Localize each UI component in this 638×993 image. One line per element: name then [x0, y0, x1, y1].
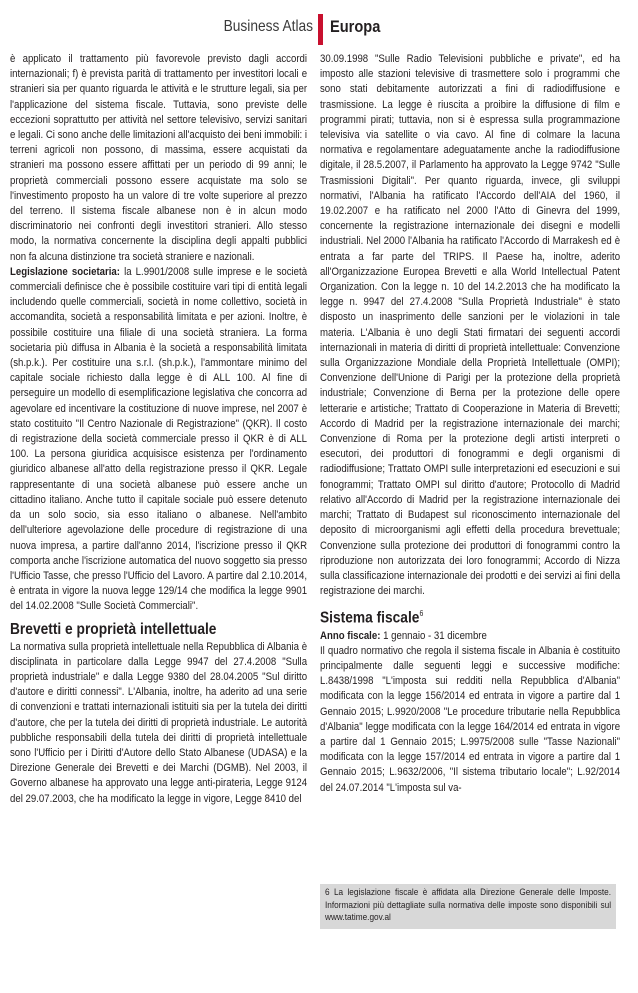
lead-legislazione-societaria: Legislazione societaria: [10, 265, 120, 278]
header-accent-bar [318, 14, 323, 45]
footnote-text: 6 La legislazione fiscale è affidata alla Direzione Generale delle Imposte. Informazioni più dettagliate sulla normativa delle imposte sono disponibili sul www.tatime.gov.al [325, 887, 612, 924]
paragraph-sistema-fiscale: Il quadro normativo che regola il sistema fiscale in Albania è costituito principalmente dalle seguenti leggi e successive modifiche: L.8438/1998 "L'imposta sui redditi nella Repubblica d'Albania" modificata con la legge 156/2014 ed entrata in vigore a partire dal 1 Gennaio 2015; L.9920/2008 "Le procedure tributarie nella Repubblica d'Albania" legge modificata con la legge 164/2014 ed entrata in vigore a partire dal 1 Gennaio 2015; L.9975/2008 sulle "Tasse Nazionali" modificata con la legge 157/2014 ed entrata in vigore a partire dal 1 Gennaio 2015; L.9632/2006, "Il sistema tributario locale"; L.92/2014 del 24.07.2014 "L'imposta sul va- [320, 644, 621, 794]
publication-title: Business Atlas [223, 18, 313, 35]
left-column [10, 52, 307, 807]
footnote-ref: 6 [419, 609, 424, 619]
section-title: Europa [330, 17, 381, 36]
lead-anno-fiscale: Anno fiscale: [320, 629, 381, 642]
heading-brevetti: Brevetti e proprietà intellettuale [10, 620, 217, 638]
paragraph-brevetti: La normativa sulla proprietà intellettuale nella Repubblica di Albania è disciplinata in particolare dalla Legge 9947 del 27.4.2008 "Sulla proprietà industriale" e dalla Legge 9380 del 28.04.2005 "Sul diritto d'autore e diritti connessi". L'Albania, inoltre, ha aderito ad una serie di convenzioni e trattati internazionali istituiti sia per la tutela dei diritti d'autore, che per la tutela dei diritti di proprietà industriale. Le autorità pubbliche responsabili della tutela dei diritti di proprietà intellettuale sono l'Ufficio per i Diritti d'Autore dello Stato Albanese (UDASA) e la Direzione Generale dei Brevetti e dei Marchi (DGMB). Nel 2003, il Governo albanese ha approvato una legge anti-pirateria, Legge 9124 del 29.07.2003, che ha modificato la legge in vigore, Legge 8410 del [10, 640, 308, 805]
page-header [0, 14, 638, 44]
paragraph-investimenti: è applicato il trattamento più favorevole previsto dagli accordi internazionali; f) è prevista parità di trattamento per investitori locali e stranieri sia per quanto riguarda le attività e le strutture legali, sia per l'applicazione del sistema fiscale. Tuttavia, sono previste delle eccezioni soprattutto per attività nel settore televisivo, servizi sanitari e legali. Ci sono anche delle limitazioni all'acquisto dei beni immobili: i terreni agricoli non possono, di massima, essere acquistati da stranieri ma possono essere affittati per un periodo di 99 anni; le proprietà commerciali possono essere acquistate ma solo se l'investimento proposto ha un valore di tre volte superiore al prezzo del terreno. Il sistema fiscale albanese non è in alcun modo discriminatorio nei confronti degli investitori stranieri. Allo stesso modo, la normativa concernente la disciplina degli appalti pubblici non fa alcuna distinzione tra società straniere e nazionali. [10, 53, 308, 263]
text-anno-fiscale: 1 gennaio - 31 dicembre [380, 629, 487, 642]
paragraph-brevetti-cont: 30.09.1998 "Sulle Radio Televisioni pubbliche e private", ed ha imposto alle stazioni televisive di trasmettere solo i programmi che sono stati debitamente autorizzati a fini di radiodiffusione e trasmissione. La legge è riuscita a proibire la diffusione di film e programmi pirati; tuttavia, non si è espressa sulla programmazione televisiva via satellite o via cavo. Al fine di colmare la lacuna normativa e regolamentare adeguatamente anche la radiodiffusione digitale, il 28.5.2007, il Parlamento ha approvato la Legge 9742 "Sulle Trasmissioni Digitali". Per quanto riguarda, invece, gli sviluppi normativi, l'Albania ha ratificato l'Accordo dell'AIA del 1960, il 19.02.2007 e ha ratificato nel 2000 l'Atto di Ginevra del 1999, concernente la registrazione internazionale dei disegni e modelli industriali. Nel 2000 l'Albania ha ratificato l'Accordo di Marrakesh ed è entrata a far parte del TRIPS. Il Paese ha, inoltre, aderito all'Organizzazione Europea Brevetti e alla World Intellectual Patent Organization. Con la legge n. 10 del 14.2.2013 che ha modificato la legge n. 9947 del 27.4.2008 "Sulla Proprietà Industriale" è stato disposto un inasprimento delle sanzioni per le violazioni in tale materia. L'Albania è uno degli Stati firmatari dei seguenti accordi internazionali in materia di diritti di proprietà intellettuale: Convenzione sulla Organizzazione Mondiale della Proprietà Intellettuale (OMPI); Convenzione dell'Unione di Parigi per la protezione della proprietà industriale; Convenzione di Berna per la protezione delle opere letterarie e artistiche; Trattato di Cooperazione in Materia di Brevetti; Accordo di Madrid per la registrazione internazionale dei marchi; Convenzione di Roma per la protezione degli artisti interpreti o esecutori, dei produttori di fonogrammi e degli organismi di radiodiffusione; Trattato OMPI sulle interpretazioni ed esecuzioni e sui fonogrammi; Trattato OMPI sul diritto d'autore; Protocollo di Madrid relativo all'Accordo di Madrid per la registrazione internazionale dei marchi; Trattato di Budapest sul riconoscimento internazionale del deposito di microorganismi agli effetti della procedura brevettuale; Convenzione sulla protezione dei produttori di fonogrammi contro la riproduzione non autorizzata dei loro fonogrammi; Accordo di Nizza sulla classificazione internazionale dei prodotti e dei servizi ai fini della registrazione dei marchi. [320, 53, 621, 598]
right-column [320, 52, 620, 796]
paragraph-anno-fiscale [320, 629, 620, 644]
footnote-box [320, 884, 616, 929]
paragraph-legislazione-societaria [10, 265, 307, 615]
heading-sistema-fiscale-text: Sistema fiscale [320, 609, 420, 627]
heading-sistema-fiscale [320, 604, 620, 628]
text-legislazione-societaria: la L.9901/2008 sulle imprese e le società commerciali definisce che è possibile costituire vari tipi di entità legali includendo quelle commerciali, società in nome collettivo, società in accomandita, società a responsabilità limitata e per azioni. Inoltre, è possibile costituire una filiale di una società straniera. La forma societaria più diffusa in Albania è la società a responsabilità limitata (sh.p.k.). Per costituire una s.r.l. (sh.p.k.), l'ammontare minimo del capitale sociale richiesto dalla legge è di ALL 100. Al fine di perseguire un modello di esemplificazione legislativa che concorra ad agevolare ed incentivare la costituzione di nuove imprese, nel 2007 è stato costituito "Il Centro Nazionale di Registrazione" (QKR). Il costo di registrazione della società commerciale presso il QKR è di ALL 100. La persona giuridica acquisisce esistenza per l'ordinamento giuridico albanese all'atto della registrazione presso il QKR. Legale rappresentante di una società albanese può essere anche un cittadino italiano. Anche tutto il capitale sociale può essere detenuto da un solo socio, sia esso italiano o albanese. Nell'ambito dell'ulteriore agevolazione delle procedure di registrazione di una nuova impresa, a partire dall'anno 2014, l'iscrizione presso il QKR comporta anche l'iscrizione automatica del nuovo soggetto sia presso l'Ufficio Tasse, che presso l'Ufficio del Lavoro. A partire dal 2.10.2014, è entrata in vigore la nuova legge 129/14 che modifica la legge 9901 del 14.02.2008 "Sulle Società Commerciali". [10, 265, 308, 613]
